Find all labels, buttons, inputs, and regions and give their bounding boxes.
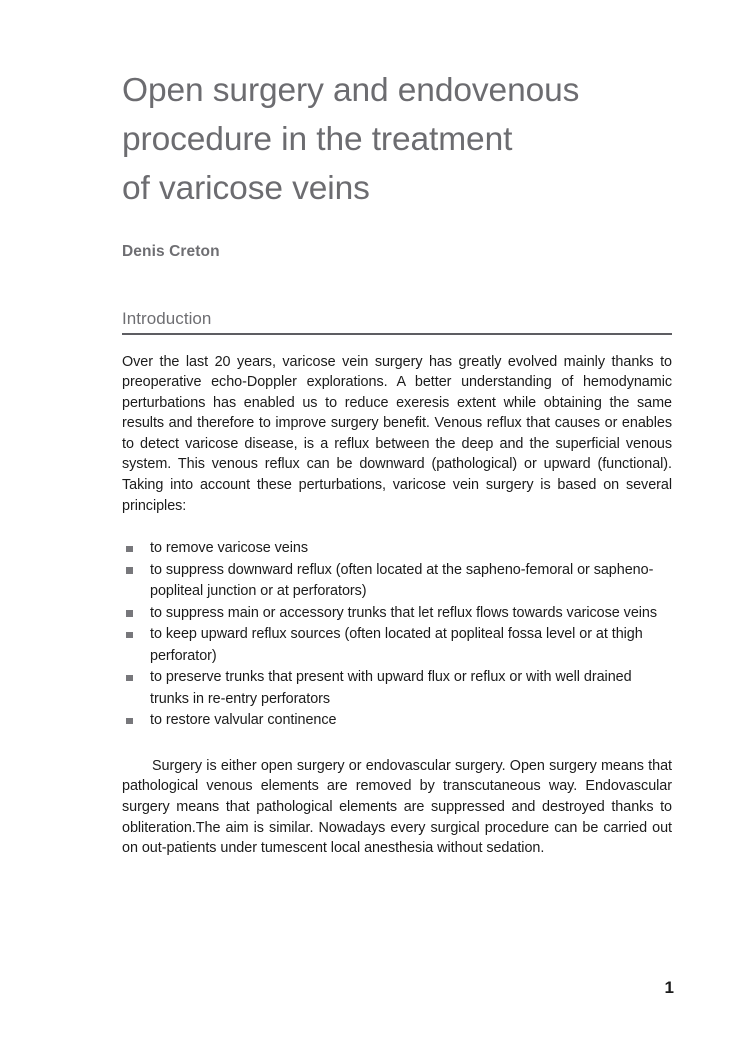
closing-paragraph: Surgery is either open surgery or endovascular surgery. Open surgery means that pathological venous elements are removed by transcutaneous way. Endovascular surgery means that pathological elements are suppressed and destroyed thanks to obliteration.The aim is similar. Nowadays every surgical procedure can be carried out on out-patients under tumescent local anesthesia without sedation. bbox=[122, 757, 672, 857]
principles-list bbox=[122, 516, 672, 732]
list-item bbox=[122, 603, 672, 625]
intro-paragraph: Over the last 20 years, varicose vein surgery has greatly evolved mainly thanks to preoperative echo-Doppler explorations. A better understanding of hemodynamic perturbations has enabled us to reduce exeresis extent while obtaining the same results and therefore to improve surgery benefit. Venous reflux that causes or enables to detect varicose disease, is a reflux between the deep and the superficial venous system. This venous reflux can be downward (pathological) or upward (functional). Taking into account these perturbations, varicose vein surgery is based on several principles: bbox=[122, 353, 672, 514]
page-title-line-1: Open surgery and endovenous bbox=[122, 72, 580, 109]
square-bullet-icon bbox=[126, 718, 133, 725]
list-item bbox=[122, 560, 672, 603]
list-item-label: to restore valvular continence bbox=[150, 712, 337, 729]
section-heading-introduction: Introduction bbox=[122, 309, 212, 328]
list-item-label: to remove varicose veins bbox=[150, 540, 308, 557]
list-item-label: to preserve trunks that present with upward flux or reflux or with well drained trunks in re-entry perforators bbox=[150, 669, 632, 707]
list-item bbox=[122, 538, 672, 560]
list-item-label: to suppress main or accessory trunks that let reflux flows towards varicose veins bbox=[150, 604, 658, 621]
square-bullet-icon bbox=[126, 567, 133, 574]
page-title-line-2: procedure in the treatment bbox=[122, 121, 513, 158]
square-bullet-icon bbox=[126, 675, 133, 682]
page-title bbox=[122, 0, 672, 213]
list-item bbox=[122, 624, 672, 667]
list-item-label: to keep upward reflux sources (often located at popliteal fossa level or at thigh perforator) bbox=[150, 626, 643, 664]
page-number: 1 bbox=[664, 978, 674, 997]
page-title-line-3: of varicose veins bbox=[122, 170, 370, 207]
page-content-column bbox=[122, 0, 672, 859]
square-bullet-icon bbox=[126, 546, 133, 553]
square-bullet-icon bbox=[126, 632, 133, 639]
author-name: Denis Creton bbox=[122, 243, 220, 260]
list-item-label: to suppress downward reflux (often located at the sapheno-femoral or sapheno-popliteal junction or at perforators) bbox=[150, 561, 654, 600]
list-item bbox=[122, 710, 672, 732]
square-bullet-icon bbox=[126, 610, 133, 617]
list-item bbox=[122, 667, 672, 710]
